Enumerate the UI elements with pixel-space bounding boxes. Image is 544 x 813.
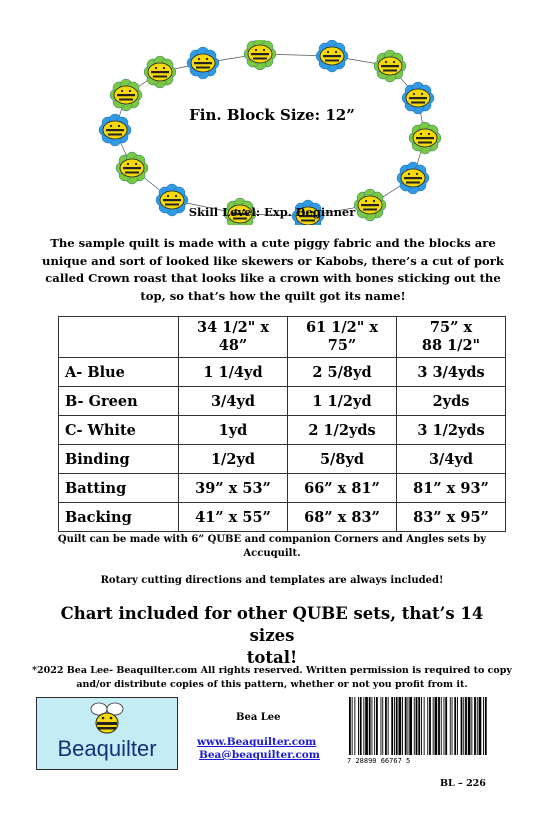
bee-flower	[316, 40, 348, 72]
bee-flower-wreath	[70, 40, 470, 225]
barcode	[345, 697, 490, 767]
barcode-bar	[444, 697, 445, 755]
barcode-bar	[372, 697, 373, 755]
table-cell: 1 1/2yd	[288, 387, 397, 416]
table-cell: 81” x 93”	[397, 474, 506, 503]
barcode-bar	[416, 697, 418, 755]
barcode-bar	[382, 697, 383, 755]
skill-level: Skill Level: Exp. Beginner	[188, 205, 356, 219]
barcode-bar	[477, 697, 478, 755]
row-label: Backing	[59, 503, 179, 532]
barcode-bar	[396, 697, 398, 755]
yardage-table	[58, 316, 506, 532]
barcode-bar	[352, 697, 353, 755]
barcode-bar	[374, 697, 375, 755]
barcode-bar	[457, 697, 458, 755]
barcode-bar	[408, 697, 409, 755]
size-header: 34 1/2" x 48”	[179, 317, 288, 358]
barcode-bar	[438, 697, 440, 755]
table-cell: 1 1/4yd	[179, 358, 288, 387]
barcode-bar	[441, 697, 442, 755]
barcode-bar	[402, 697, 403, 755]
size-header: 61 1/2" x 75”	[288, 317, 397, 358]
table-cell: 3 1/2yds	[397, 416, 506, 445]
barcode-bar	[463, 697, 464, 755]
table-row	[59, 416, 506, 445]
barcode-bar	[354, 697, 355, 755]
author-name: Bea Lee	[236, 712, 281, 723]
table-cell: 3 3/4yds	[397, 358, 506, 387]
table-cell: 83” x 95”	[397, 503, 506, 532]
table-cell: 66” x 81”	[288, 474, 397, 503]
copyright-notice: *2022 Bea Lee- Beaquilter.com All rights reserved. Written permission is required to copy and/or distribute copies of this pattern, whether or not you profit from it.	[32, 665, 512, 690]
barcode-bar	[405, 697, 407, 755]
table-header-row	[59, 317, 506, 358]
barcode-bar	[433, 697, 434, 755]
table-cell: 41” x 55”	[179, 503, 288, 532]
barcode-bar	[445, 697, 447, 755]
barcode-bar	[435, 697, 438, 755]
barcode-digits: 7 28890 66767 5	[347, 757, 411, 765]
barcode-bar	[409, 697, 412, 755]
table-corner-cell	[59, 317, 179, 358]
finished-block-size: Fin. Block Size: 12”	[189, 106, 355, 124]
bee-flower	[187, 47, 219, 79]
barcode-bar	[454, 697, 456, 755]
barcode-bar	[399, 697, 402, 755]
table-row	[59, 503, 506, 532]
email-link[interactable]: Bea@beaquilter.com	[199, 749, 320, 761]
bee-flower	[409, 122, 441, 154]
row-label: C- White	[59, 416, 179, 445]
barcode-bar	[474, 697, 476, 755]
chart-note: Chart included for other QUBE sets, that’s 14 sizes total!	[60, 604, 484, 667]
table-row	[59, 474, 506, 503]
website-link[interactable]: www.Beaquilter.com	[197, 736, 317, 748]
table-cell: 2 5/8yd	[288, 358, 397, 387]
barcode-bar	[461, 697, 463, 755]
logo-bee-icon	[87, 700, 127, 736]
row-label: Binding	[59, 445, 179, 474]
barcode-bar	[424, 697, 425, 755]
table-row	[59, 445, 506, 474]
barcode-bar	[369, 697, 371, 755]
barcode-bar	[391, 697, 393, 755]
barcode-bar	[376, 697, 378, 755]
row-label: Batting	[59, 474, 179, 503]
barcode-bar	[394, 697, 395, 755]
barcode-bar	[363, 697, 364, 755]
barcode-bar	[450, 697, 451, 755]
rotary-note: Rotary cutting directions and templates are always included!	[100, 575, 444, 586]
quilt-description: The sample quilt is made with a cute piggy fabric and the blocks are unique and sort of looked like skewers or Kabobs, there’s a cut of pork called Crown roast that looks like a crown with bones sticking out the top, so that’s how the quilt got its name!	[42, 236, 504, 303]
barcode-bar	[427, 697, 428, 755]
row-label: A- Blue	[59, 358, 179, 387]
table-cell: 3/4yd	[179, 387, 288, 416]
barcode-bar	[483, 697, 484, 755]
barcode-bar	[485, 697, 487, 755]
barcode-bar	[421, 697, 422, 755]
barcode-bar	[360, 697, 362, 755]
table-row	[59, 358, 506, 387]
barcode-bar	[418, 697, 420, 755]
bee-flower	[397, 162, 429, 194]
barcode-bar	[468, 697, 471, 755]
bee-flower	[116, 152, 148, 184]
table-cell: 2yds	[397, 387, 506, 416]
table-cell: 68” x 83”	[288, 503, 397, 532]
bee-flower	[374, 50, 406, 82]
barcode-bar	[388, 697, 389, 755]
bee-flower	[144, 56, 176, 88]
barcode-bar	[465, 697, 467, 755]
barcode-bar	[479, 697, 482, 755]
barcode-bar	[429, 697, 431, 755]
bee-flower	[244, 40, 276, 70]
table-row	[59, 387, 506, 416]
table-cell: 1/2yd	[179, 445, 288, 474]
barcode-bar	[358, 697, 359, 755]
table-cell: 1yd	[179, 416, 288, 445]
table-cell: 2 1/2yds	[288, 416, 397, 445]
table-cell: 39” x 53”	[179, 474, 288, 503]
beaquilter-logo	[36, 697, 178, 770]
logo-text: Beaquilter	[57, 736, 157, 761]
barcode-bar	[381, 697, 382, 755]
barcode-bar	[452, 697, 453, 755]
pattern-code: BL – 226	[440, 778, 486, 789]
table-cell: 5/8yd	[288, 445, 397, 474]
qube-note: Quilt can be made with 6” QUBE and companion Corners and Angles sets by Accuquilt.	[57, 534, 487, 559]
table-cell: 3/4yd	[397, 445, 506, 474]
barcode-bar	[349, 697, 351, 755]
size-header: 75” x 88 1/2"	[397, 317, 506, 358]
barcode-bar	[385, 697, 387, 755]
barcode-bar	[471, 697, 472, 755]
row-label: B- Green	[59, 387, 179, 416]
barcode-bar	[414, 697, 415, 755]
barcode-bar	[365, 697, 368, 755]
